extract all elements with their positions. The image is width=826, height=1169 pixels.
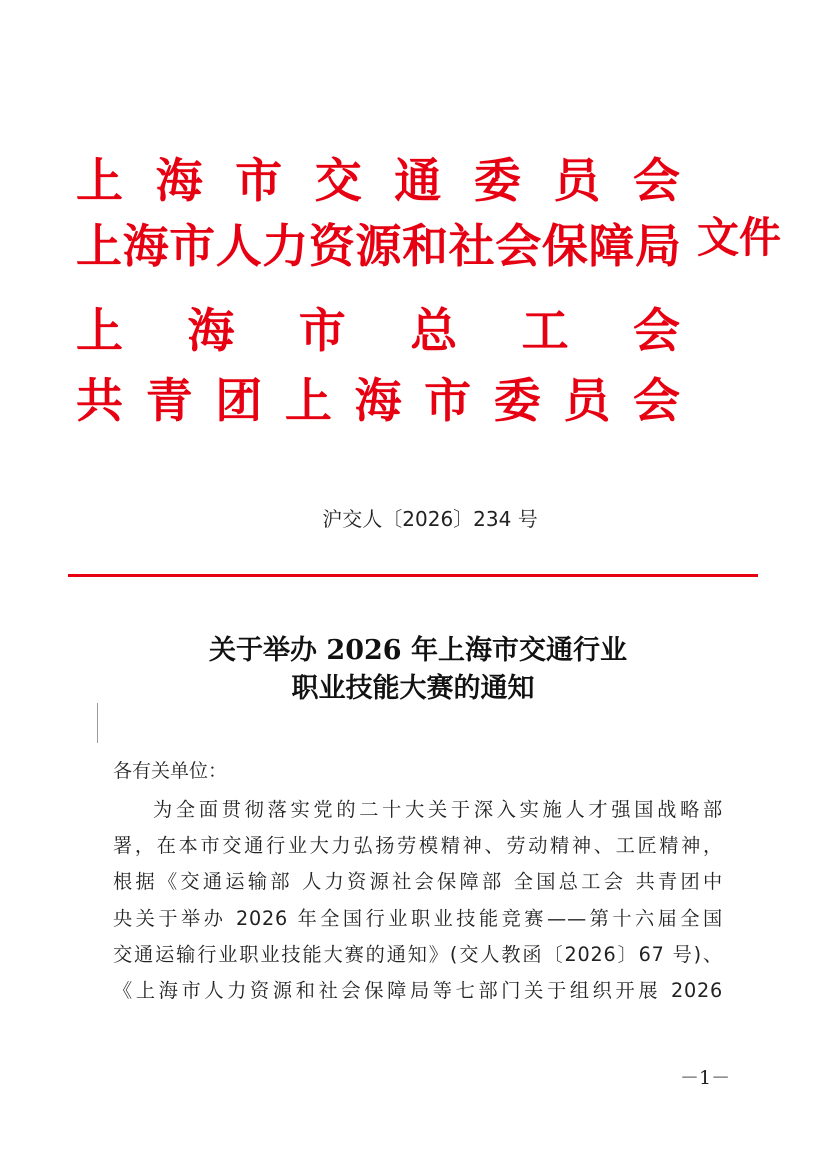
issuer-name-hr-social-security-bureau: 上海市人力资源和社会保障局 <box>76 219 680 273</box>
body-line: 央关于举办 2026 年全国行业职业技能竞赛——第十六届全国 <box>113 906 723 930</box>
page-number: －1－ <box>680 1067 731 1089</box>
body-line: 根据《交通运输部 人力资源社会保障部 全国总工会 共青团中 <box>113 870 723 894</box>
body-line: 交通运输行业职业技能大赛的通知》(交人教函〔2026〕67 号)、 <box>113 942 723 966</box>
body-line: 署，在本市交通行业大力弘扬劳模精神、劳动精神、工匠精神， <box>113 834 723 858</box>
notice-title <box>0 632 826 708</box>
issuer-name-federation-of-trade-unions: 上 海 市 总 工 会 <box>76 304 680 359</box>
body-line: 《上海市人力资源和社会保障局等七部门关于组织开展 2026 <box>113 978 723 1002</box>
notice-title-line-1: 关于举办 2026 年上海市交通行业 <box>209 635 627 666</box>
body-paragraph <box>113 792 723 1009</box>
notice-title-line-2: 职业技能大赛的通知 <box>291 673 535 704</box>
issuer-name-youth-league-committee: 共 青 团 上 海 市 委 员 会 <box>76 374 680 429</box>
salutation: 各有关单位： <box>113 760 228 782</box>
text-cursor <box>97 703 98 743</box>
file-label: 文件 <box>697 213 782 262</box>
issuer-name-transport-commission: 上 海 市 交 通 委 员 会 <box>76 154 680 209</box>
red-divider-line <box>68 574 758 577</box>
document-number: 沪交人〔2026〕234 号 <box>322 507 538 531</box>
body-line: 为全面贯彻落实党的二十大关于深入实施人才强国战略部 <box>153 798 723 821</box>
